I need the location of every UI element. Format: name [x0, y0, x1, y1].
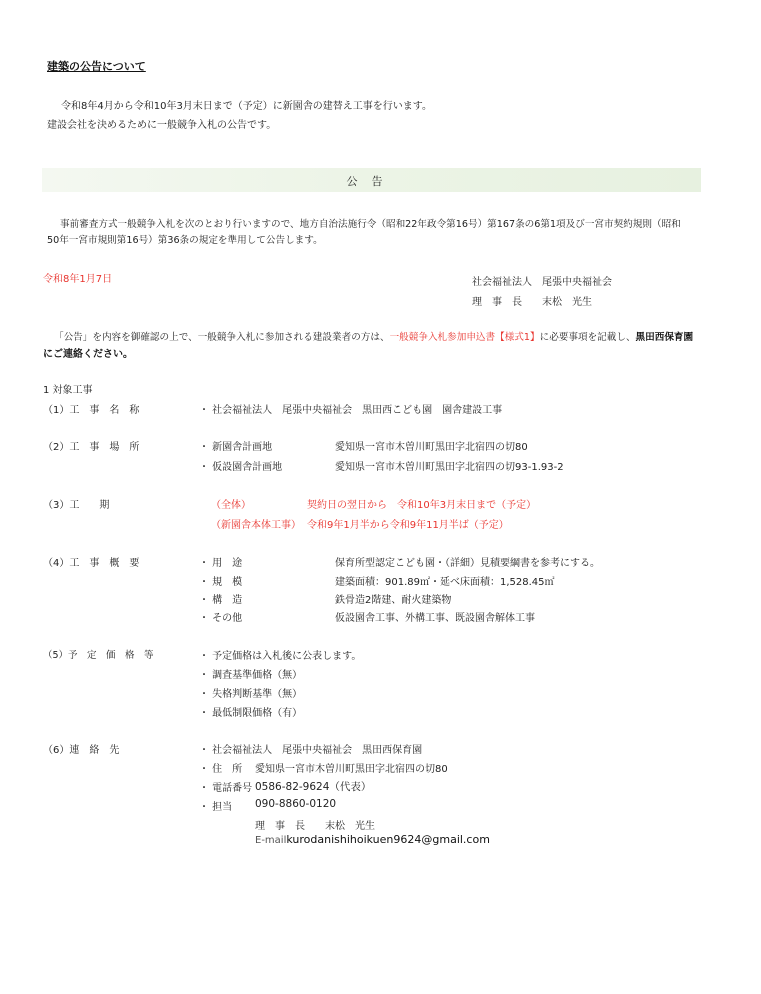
email-row	[255, 833, 490, 846]
item-6-line-1: ・ 社会福祉法人 尾張中央福祉会 黒田西保育園	[199, 745, 423, 756]
org-name: 社会福祉法人 尾張中央福祉会	[472, 277, 612, 288]
item-5-line-2: ・ 調査基準価格（無）	[199, 670, 303, 681]
item-5-line-3: ・ 失格判断基準（無）	[199, 689, 303, 700]
item-4-value-3: 鉄骨造2階建、耐火建築物	[335, 595, 452, 606]
item-label-2: （2）工 事 場 所	[43, 442, 140, 453]
notice-form-name: 一般競争入札参加申込書【様式1】	[389, 332, 540, 343]
band-heading: 公告	[346, 175, 397, 188]
body-line-2: 50年一宮市規則第16号）第36条の規定を準用して公告します。	[47, 235, 323, 246]
item-4-name-4: ・ その他	[199, 613, 243, 624]
item-4-value-2: 建築面積：901.89㎡・延べ床面積：1,528.45㎡	[335, 577, 555, 588]
item-2-name-1: ・ 新園舎計画地	[199, 442, 273, 453]
item-4-name-2: ・ 規 模	[199, 577, 243, 588]
item-5-line-4: ・ 最低制限価格（有）	[199, 708, 303, 719]
notice-date: 令和8年1月7日	[43, 274, 113, 285]
item-6-value-3: 0586-82-9624（代表）	[255, 781, 372, 793]
item-label-1: （1）工 事 名 称	[43, 405, 140, 416]
body-line-1: 事前審査方式一般競争入札を次のとおり行いますので、地方自治法施行令（昭和22年政令第16号）第167条の6第1項及び一宮市契約規則（昭和	[60, 219, 681, 230]
item-6-value-4: 090-8860-0120	[255, 798, 337, 810]
email-address[interactable]: kurodanishihoikuen9624@gmail.com	[286, 833, 490, 846]
item-6-name-2: ・ 住 所	[199, 764, 243, 775]
notice-text-c: に必要事項を記載し、	[539, 332, 636, 343]
intro-line-1: 令和8年4月から令和10年3月末日まで（予定）に新園舎の建替え工事を行います。	[61, 101, 433, 112]
item-3-value-2: 令和9年1月半から令和9年11月半ば（予定）	[307, 520, 509, 531]
item-3-value-1: 契約日の翌日から 令和10年3月末日まで（予定）	[307, 500, 537, 511]
notice-nursery: 黒田西保育園	[635, 332, 694, 343]
item-4-name-3: ・ 構 造	[199, 595, 243, 606]
email-label: E-mail	[255, 835, 287, 846]
item-label-5: （5）予 定 価 格 等	[43, 650, 154, 661]
heading-band	[42, 168, 701, 192]
item-2-value-2: 愛知県一宮市木曽川町黒田字北宿四の切93-1.93-2	[335, 462, 564, 473]
item-6-line-5: 理 事 長 末松 光生	[255, 821, 375, 832]
notice-text-a: 「公告」を内容を御確認の上で、一般競争入札に参加される建設業者の方は、	[54, 332, 390, 343]
item-label-4: （4）工 事 概 要	[43, 558, 140, 569]
item-3-name-2: （新園舎本体工事）	[211, 520, 301, 531]
item-1-line: ・ 社会福祉法人 尾張中央福祉会 黒田西こども園 園舎建設工事	[199, 405, 503, 416]
page-title: 建築の公告について	[47, 60, 146, 73]
item-2-name-2: ・ 仮設園舎計画地	[199, 462, 283, 473]
item-3-name-1: （全体）	[211, 500, 251, 511]
item-4-value-1: 保育所型認定こども園・（詳細）見積要綱書を参考にする。	[335, 558, 600, 569]
item-label-6: （6）連 絡 先	[43, 745, 120, 756]
item-6-name-3: ・ 電話番号	[199, 783, 253, 794]
item-4-value-4: 仮設園舎工事、外構工事、既設園舎解体工事	[335, 613, 535, 624]
section-heading: 1 対象工事	[43, 385, 93, 396]
item-2-value-1: 愛知県一宮市木曽川町黒田字北宿四の切80	[335, 442, 528, 453]
item-6-name-4: ・ 担当	[199, 802, 233, 813]
representative: 理 事 長 末松 光生	[472, 297, 592, 308]
item-label-3: （3）工 期	[43, 500, 110, 511]
item-6-value-2: 愛知県一宮市木曽川町黒田字北宿四の切80	[255, 764, 448, 775]
item-5-line-1: ・ 予定価格は入札後に公表します。	[199, 651, 362, 662]
contact-notice	[54, 329, 693, 343]
notice-text-e: にご連絡ください。	[43, 349, 133, 360]
intro-line-2: 建設会社を決めるために一般競争入札の公告です。	[47, 120, 277, 131]
item-4-name-1: ・ 用 途	[199, 558, 243, 569]
